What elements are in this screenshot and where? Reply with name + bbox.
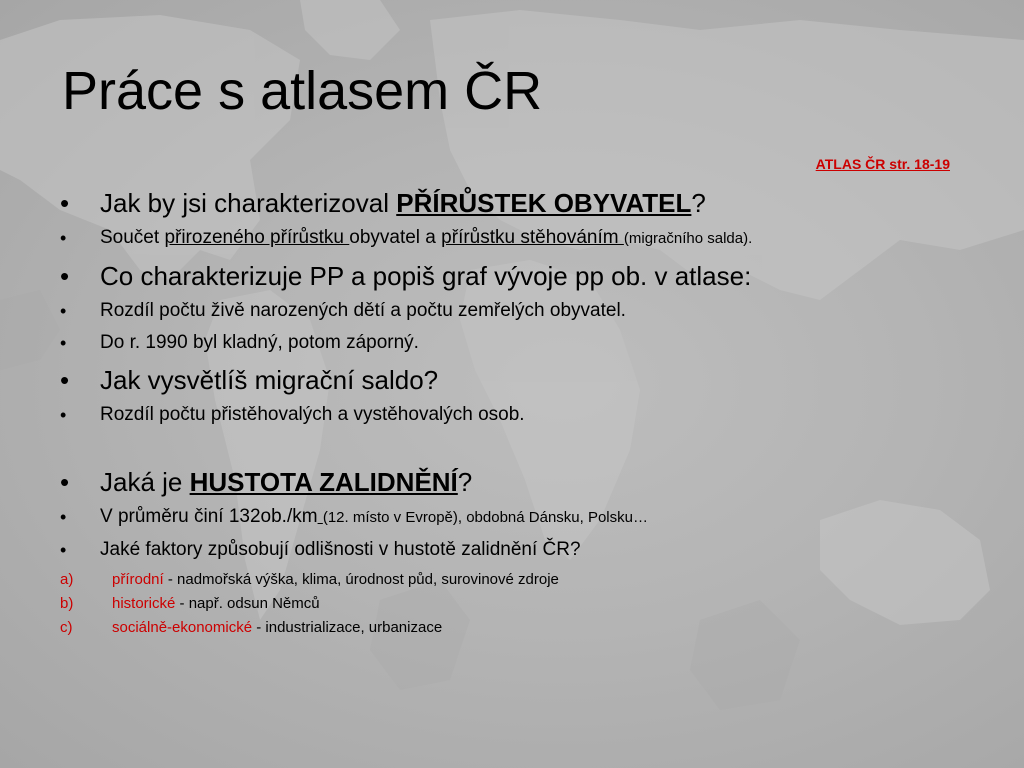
emphasis-population-density: HUSTOTA ZALIDNĚNÍ	[189, 467, 458, 497]
text: V průměru činí 132ob./km	[100, 506, 318, 527]
bullet-icon: •	[60, 228, 67, 248]
spacer	[58, 435, 978, 465]
text: ?	[457, 467, 473, 497]
bullet-population-growth-question	[58, 186, 978, 220]
factor-term: přírodní	[112, 571, 164, 588]
slide-content	[58, 186, 978, 642]
text: Jak by jsi charakterizoval	[100, 188, 397, 218]
factor-natural	[58, 570, 978, 590]
text: (12. místo v Evropě), obdobná Dánsku, Polsku…	[322, 509, 648, 526]
text: Jak vysvětlíš migrační saldo?	[100, 365, 439, 395]
text: Součet	[100, 227, 165, 248]
atlas-reference-link[interactable]: ATLAS ČR str. 18-19	[815, 156, 950, 172]
factor-description: - nadmořská výška, klima, úrodnost půd, surovinové zdroje	[163, 571, 559, 588]
bullet-icon: •	[60, 333, 67, 353]
bullet-trend-1990	[58, 331, 978, 355]
bullet-icon: •	[60, 261, 70, 291]
bullet-density-factors-question	[58, 538, 978, 562]
factor-term: sociálně-ekonomické	[112, 619, 253, 636]
text: Co charakterizuje PP a popiš graf vývoje pp ob. v atlase:	[100, 261, 752, 291]
bullet-density-average	[58, 505, 978, 530]
natural-increase-link[interactable]: přirozeného přírůstku	[164, 227, 350, 248]
factor-letter: a)	[60, 571, 74, 588]
bullet-icon: •	[60, 507, 67, 527]
text: obyvatel a	[349, 227, 442, 248]
factor-historical	[58, 594, 978, 614]
factor-letter: b)	[60, 595, 74, 612]
text: Jaké faktory způsobují odlišnosti v hustotě zalidnění ČR?	[100, 539, 581, 560]
factor-term: historické	[112, 595, 176, 612]
bullet-natural-increase-definition	[58, 299, 978, 323]
bullet-natural-increase-question	[58, 259, 978, 293]
factor-description: - industrializace, urbanizace	[252, 619, 443, 636]
bullet-icon: •	[60, 301, 67, 321]
migration-increase-link[interactable]: přírůstku stěhováním	[441, 227, 624, 248]
factor-socioeconomic	[58, 618, 978, 638]
bullet-sum-definition	[58, 226, 978, 251]
text: ?	[691, 188, 706, 218]
text: Do r. 1990 byl kladný, potom záporný.	[100, 332, 419, 353]
slide-title: Práce s atlasem ČR	[62, 61, 543, 121]
bullet-icon: •	[60, 405, 67, 425]
emphasis-population-growth: PŘÍRŮSTEK OBYVATEL	[396, 188, 692, 218]
text: Rozdíl počtu živě narozených dětí a počtu zemřelých obyvatel.	[100, 300, 626, 321]
bullet-migration-definition	[58, 403, 978, 427]
bullet-icon: •	[60, 540, 67, 560]
factor-description: - např. odsun Němců	[175, 595, 320, 612]
bullet-icon: •	[60, 467, 70, 497]
text: Jaká je	[100, 467, 190, 497]
bullet-icon: •	[60, 188, 70, 218]
text: Rozdíl počtu přistěhovalých a vystěhovalých osob.	[100, 404, 525, 425]
bullet-migration-question	[58, 363, 978, 397]
bullet-density-question	[58, 465, 978, 499]
bullet-icon: •	[60, 365, 70, 395]
factor-letter: c)	[60, 619, 73, 636]
text: (migračního salda).	[623, 230, 753, 247]
